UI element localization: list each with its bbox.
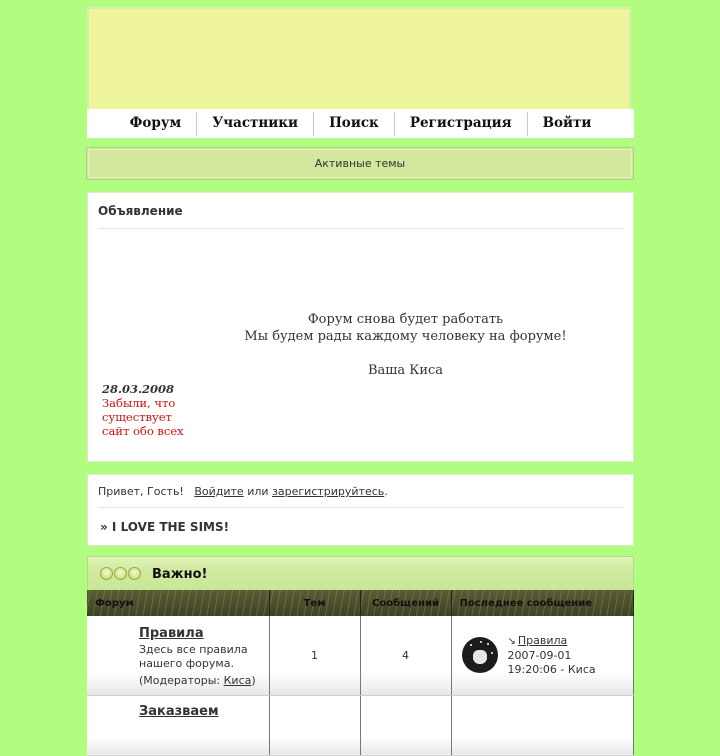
forum-title-link[interactable]: Заказваем — [139, 703, 219, 719]
nav-forum[interactable]: Форум — [129, 115, 182, 131]
guest-greeting — [98, 485, 388, 498]
register-link[interactable]: зарегистрируйтесь — [272, 485, 385, 498]
forum-table — [87, 590, 634, 756]
avatar — [462, 637, 498, 673]
login-link[interactable]: Войдите — [194, 485, 244, 498]
last-post-topic-link[interactable]: Правила — [517, 633, 568, 647]
nav-login[interactable]: Войти — [542, 115, 592, 131]
main-nav — [87, 109, 634, 138]
topics-count: 1 — [269, 616, 360, 695]
or-text: или — [247, 485, 269, 498]
ticker-date: 28.03.2008 — [102, 382, 175, 396]
last-post-date: 2007-09-01 — [507, 648, 572, 662]
active-topics-link[interactable]: Активные темы — [86, 147, 634, 180]
announcement-panel — [87, 192, 634, 462]
divider — [98, 228, 623, 229]
news-ticker — [102, 382, 202, 442]
forum-title-link[interactable]: Правила — [139, 626, 204, 642]
header-banner — [87, 7, 631, 109]
announcement-signature: Ваша Киса — [367, 363, 444, 378]
last-post-time-author: 19:20:06 - Киса — [507, 662, 596, 676]
table-header-row — [87, 590, 633, 616]
announcement-title: Объявление — [98, 204, 183, 218]
last-post-cell — [451, 695, 633, 755]
nav-register[interactable]: Регистрация — [409, 115, 512, 131]
arrow-to-post-icon[interactable]: ↘ — [507, 635, 516, 647]
forum-moderators: (Модераторы: Киса) — [139, 674, 256, 688]
breadcrumb[interactable]: » I LOVE THE SIMS! — [100, 520, 230, 534]
bubble-dots-icon — [100, 567, 141, 580]
table-row — [87, 616, 633, 695]
forum-description: Здесь все правила нашего форума. — [139, 643, 248, 671]
ticker-text: Забыли, что существует сайт обо всех — [102, 396, 184, 438]
divider — [98, 507, 623, 508]
announcement-line1: Форум снова будет работать — [307, 312, 504, 327]
category-header — [87, 556, 634, 591]
column-header-forum: Форум — [87, 590, 269, 616]
column-header-last-post: Последнее сообщение — [451, 590, 633, 616]
category-title[interactable]: Важно! — [152, 567, 208, 582]
announcement-line2: Мы будем рады каждому человеку на форуме! — [244, 329, 567, 344]
column-header-posts: Сообщений — [360, 590, 451, 616]
forum-cell — [87, 616, 269, 695]
posts-count — [360, 695, 451, 755]
column-header-topics: Тем — [269, 590, 360, 616]
nav-search[interactable]: Поиск — [329, 115, 379, 131]
announcement-message — [238, 311, 573, 379]
moderator-link[interactable]: Киса — [223, 674, 252, 688]
period-text: . — [384, 485, 388, 498]
last-post-cell — [451, 616, 633, 695]
table-row — [87, 695, 633, 755]
last-post-info — [508, 634, 596, 677]
posts-count: 4 — [360, 616, 451, 695]
topics-count — [269, 695, 360, 755]
nav-members[interactable]: Участники — [212, 115, 299, 131]
forum-cell — [87, 695, 269, 755]
welcome-panel — [87, 474, 634, 546]
greeting-text: Привет, Гость! — [98, 485, 184, 498]
